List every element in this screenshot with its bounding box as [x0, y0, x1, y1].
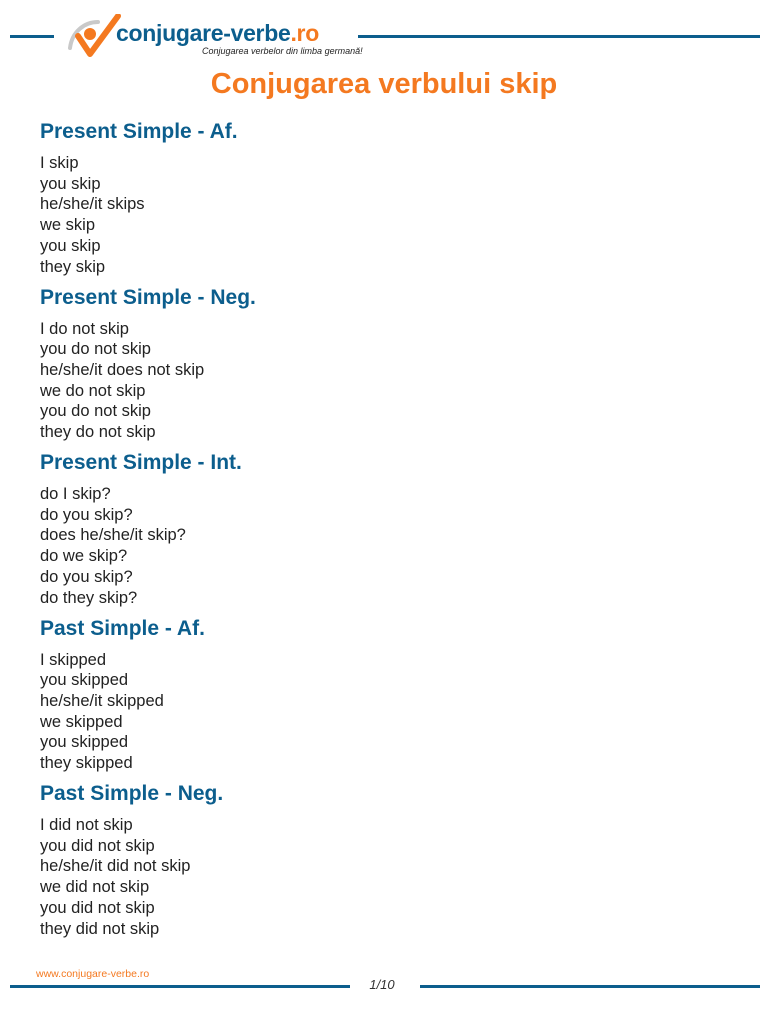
- conjugation-form: do they skip?: [40, 588, 138, 607]
- conjugation-form: we did not skip: [40, 878, 150, 897]
- logo-wordmark: conjugare-verbe.ro: [116, 20, 319, 46]
- conjugation-form: he/she/it skips: [40, 195, 145, 214]
- conjugation-form: do you skip?: [40, 567, 133, 586]
- footer-site-link[interactable]: www.conjugare-verbe.ro: [36, 968, 150, 980]
- conjugation-form: we skipped: [40, 712, 123, 731]
- page-header: [0, 0, 768, 70]
- conjugation-form: I skip: [40, 154, 79, 172]
- section-heading: Past Simple - Neg.: [40, 782, 224, 805]
- conjugation-list: [40, 153, 740, 277]
- conjugation-form: I skipped: [40, 650, 107, 669]
- page-footer: [0, 960, 768, 1000]
- conjugation-list: [40, 650, 740, 774]
- site-logo[interactable]: [62, 10, 362, 60]
- conjugation-form: you do not skip: [40, 402, 151, 421]
- conjugation-form: I did not skip: [40, 816, 133, 834]
- header-rule-right: [358, 35, 760, 38]
- footer-rule-right: [420, 985, 760, 988]
- conjugation-form: he/she/it did not skip: [40, 857, 191, 876]
- conjugation-form: they skipped: [40, 754, 133, 773]
- section-past-simple-negative: [40, 780, 740, 938]
- conjugation-form: you do not skip: [40, 340, 151, 359]
- conjugation-form: we do not skip: [40, 381, 146, 400]
- page-title: Conjugarea verbului skip: [210, 68, 558, 100]
- conjugation-form: they do not skip: [40, 423, 156, 442]
- conjugation-form: you skip: [40, 236, 101, 255]
- section-heading: Present Simple - Int.: [40, 451, 242, 474]
- conjugation-form: do I skip?: [40, 485, 111, 503]
- conjugation-content: [40, 118, 740, 946]
- conjugation-form: you did not skip: [40, 836, 155, 855]
- page-number: 1/10: [369, 977, 395, 992]
- footer-rule-left: [10, 985, 350, 988]
- conjugation-form: they skip: [40, 257, 106, 276]
- conjugation-form: he/she/it skipped: [40, 691, 164, 710]
- section-heading: Past Simple - Af.: [40, 616, 205, 640]
- conjugation-form: I do not skip: [40, 319, 129, 338]
- conjugation-form: he/she/it does not skip: [40, 360, 205, 379]
- section-present-simple-affirmative: [40, 118, 740, 276]
- conjugation-form: you did not skip: [40, 898, 155, 917]
- conjugation-list: [40, 319, 740, 443]
- conjugation-list: [40, 815, 740, 939]
- section-heading: Present Simple - Neg.: [40, 285, 256, 309]
- conjugation-form: they did not skip: [40, 919, 160, 938]
- conjugation-form: you skipped: [40, 671, 129, 690]
- section-present-simple-interrogative: [40, 449, 740, 607]
- section-past-simple-affirmative: [40, 615, 740, 773]
- conjugation-form: we skip: [40, 216, 96, 235]
- section-heading: Present Simple - Af.: [40, 120, 238, 143]
- logo-tagline: Conjugarea verbelor din limba germană!: [202, 46, 363, 56]
- conjugation-form: you skip: [40, 174, 101, 193]
- section-present-simple-negative: [40, 284, 740, 442]
- conjugation-form: do you skip?: [40, 505, 133, 524]
- logo-checkmark-icon: [62, 14, 122, 60]
- conjugation-form: do we skip?: [40, 547, 128, 566]
- conjugation-list: [40, 484, 740, 608]
- conjugation-form: you skipped: [40, 733, 129, 752]
- conjugation-form: does he/she/it skip?: [40, 526, 186, 545]
- header-rule-left: [10, 35, 54, 38]
